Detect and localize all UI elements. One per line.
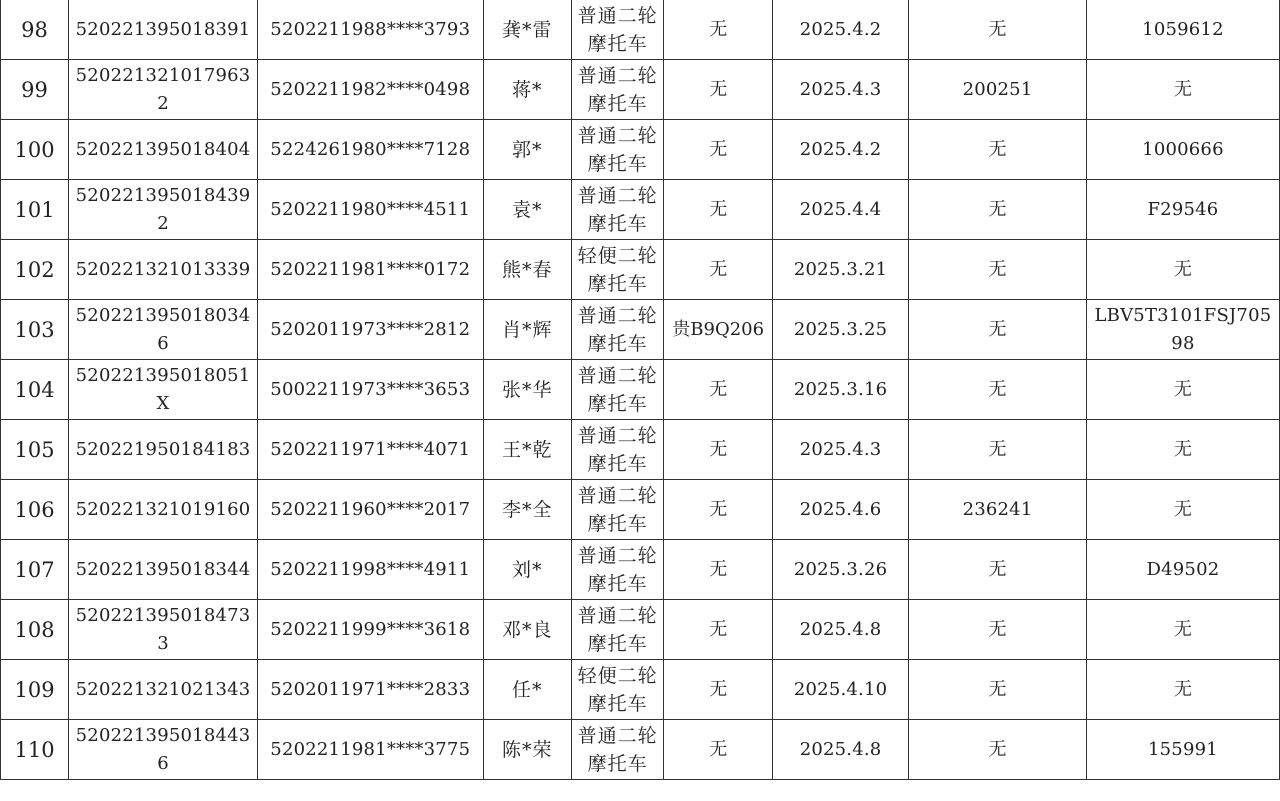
table-row [1,720,1280,780]
cell-seq: 101 [1,180,69,240]
cell-date: 2025.4.6 [773,480,909,540]
cell-id-number: 5002211973****3653 [258,360,484,420]
cell-vin: 无 [1086,660,1279,720]
cell-code: 520221950184183 [69,420,258,480]
cell-vin: F29546 [1086,180,1279,240]
cell-date: 2025.3.26 [773,540,909,600]
cell-seq: 104 [1,360,69,420]
cell-vin: 无 [1086,480,1279,540]
cell-engine-number: 无 [909,180,1087,240]
cell-name: 邓*良 [483,600,571,660]
cell-engine-number: 无 [909,420,1087,480]
cell-name: 张*华 [483,360,571,420]
cell-plate: 无 [664,0,773,60]
cell-name: 任* [483,660,571,720]
cell-engine-number: 无 [909,360,1087,420]
cell-seq: 107 [1,540,69,600]
cell-id-number: 5202211982****0498 [258,60,484,120]
cell-vin: 无 [1086,240,1279,300]
table-row [1,180,1280,240]
cell-vehicle-type: 普通二轮摩托车 [571,540,663,600]
table-row [1,540,1280,600]
cell-date: 2025.4.4 [773,180,909,240]
cell-seq: 103 [1,300,69,360]
cell-engine-number: 无 [909,600,1087,660]
cell-date: 2025.4.8 [773,720,909,780]
cell-code: 520221321019160 [69,480,258,540]
cell-vin: D49502 [1086,540,1279,600]
cell-id-number: 5202211981****0172 [258,240,484,300]
table-row [1,300,1280,360]
cell-vehicle-type: 普通二轮摩托车 [571,60,663,120]
cell-code: 520221395018051X [69,360,258,420]
cell-date: 2025.4.3 [773,60,909,120]
cell-name: 王*乾 [483,420,571,480]
cell-plate: 无 [664,180,773,240]
cell-engine-number: 200251 [909,60,1087,120]
cell-date: 2025.4.8 [773,600,909,660]
cell-vehicle-type: 普通二轮摩托车 [571,420,663,480]
table-row [1,480,1280,540]
cell-vin: 1000666 [1086,120,1279,180]
cell-date: 2025.4.2 [773,0,909,60]
cell-code: 520221395018344 [69,540,258,600]
cell-code: 520221395018391 [69,0,258,60]
cell-engine-number: 236241 [909,480,1087,540]
cell-date: 2025.4.2 [773,120,909,180]
cell-seq: 106 [1,480,69,540]
cell-vehicle-type: 轻便二轮摩托车 [571,660,663,720]
cell-code: 5202213950184436 [69,720,258,780]
cell-vehicle-type: 普通二轮摩托车 [571,300,663,360]
cell-vin: 无 [1086,600,1279,660]
cell-name: 肖*辉 [483,300,571,360]
cell-vin: 1059612 [1086,0,1279,60]
cell-engine-number: 无 [909,660,1087,720]
cell-seq: 98 [1,0,69,60]
cell-plate: 无 [664,660,773,720]
cell-code: 520221321013339 [69,240,258,300]
cell-seq: 105 [1,420,69,480]
cell-code: 5202213950184733 [69,600,258,660]
table-row [1,0,1280,60]
cell-id-number: 5202211999****3618 [258,600,484,660]
cell-name: 陈*荣 [483,720,571,780]
cell-code: 5202213210179632 [69,60,258,120]
cell-vehicle-type: 普通二轮摩托车 [571,600,663,660]
cell-engine-number: 无 [909,120,1087,180]
cell-vehicle-type: 普通二轮摩托车 [571,0,663,60]
table-row [1,360,1280,420]
cell-date: 2025.4.10 [773,660,909,720]
cell-vin: LBV5T3101FSJ70598 [1086,300,1279,360]
cell-id-number: 5202211960****2017 [258,480,484,540]
cell-id-number: 5202211981****3775 [258,720,484,780]
cell-plate: 无 [664,540,773,600]
cell-vin: 无 [1086,360,1279,420]
cell-name: 蒋* [483,60,571,120]
cell-vin: 无 [1086,420,1279,480]
cell-code: 5202213950180346 [69,300,258,360]
cell-seq: 102 [1,240,69,300]
cell-name: 刘* [483,540,571,600]
cell-id-number: 5224261980****7128 [258,120,484,180]
cell-code: 520221395018404 [69,120,258,180]
table-body [1,0,1280,780]
table-row [1,120,1280,180]
cell-seq: 108 [1,600,69,660]
cell-id-number: 5202011971****2833 [258,660,484,720]
cell-code: 520221321021343 [69,660,258,720]
cell-id-number: 5202011973****2812 [258,300,484,360]
cell-vehicle-type: 普通二轮摩托车 [571,720,663,780]
cell-vehicle-type: 轻便二轮摩托车 [571,240,663,300]
cell-seq: 99 [1,60,69,120]
cell-date: 2025.3.25 [773,300,909,360]
table-row [1,420,1280,480]
cell-engine-number: 无 [909,300,1087,360]
cell-plate: 无 [664,360,773,420]
cell-name: 李*全 [483,480,571,540]
cell-date: 2025.3.21 [773,240,909,300]
cell-vin: 155991 [1086,720,1279,780]
cell-date: 2025.3.16 [773,360,909,420]
cell-name: 龚*雷 [483,0,571,60]
cell-date: 2025.4.3 [773,420,909,480]
cell-seq: 109 [1,660,69,720]
cell-name: 袁* [483,180,571,240]
cell-name: 郭* [483,120,571,180]
table-row [1,660,1280,720]
cell-plate: 无 [664,240,773,300]
cell-seq: 100 [1,120,69,180]
cell-engine-number: 无 [909,0,1087,60]
cell-plate: 无 [664,120,773,180]
cell-vehicle-type: 普通二轮摩托车 [571,360,663,420]
cell-vehicle-type: 普通二轮摩托车 [571,120,663,180]
cell-plate: 无 [664,480,773,540]
cell-engine-number: 无 [909,540,1087,600]
cell-code: 5202213950184392 [69,180,258,240]
cell-engine-number: 无 [909,240,1087,300]
cell-plate: 无 [664,720,773,780]
cell-name: 熊*春 [483,240,571,300]
table-row [1,600,1280,660]
cell-plate: 贵B9Q206 [664,300,773,360]
cell-plate: 无 [664,420,773,480]
cell-seq: 110 [1,720,69,780]
table-row [1,60,1280,120]
cell-id-number: 5202211998****4911 [258,540,484,600]
cell-vehicle-type: 普通二轮摩托车 [571,480,663,540]
cell-id-number: 5202211988****3793 [258,0,484,60]
table-row [1,240,1280,300]
cell-id-number: 5202211971****4071 [258,420,484,480]
cell-vin: 无 [1086,60,1279,120]
cell-plate: 无 [664,60,773,120]
cell-engine-number: 无 [909,720,1087,780]
cell-id-number: 5202211980****4511 [258,180,484,240]
cell-plate: 无 [664,600,773,660]
cell-vehicle-type: 普通二轮摩托车 [571,180,663,240]
